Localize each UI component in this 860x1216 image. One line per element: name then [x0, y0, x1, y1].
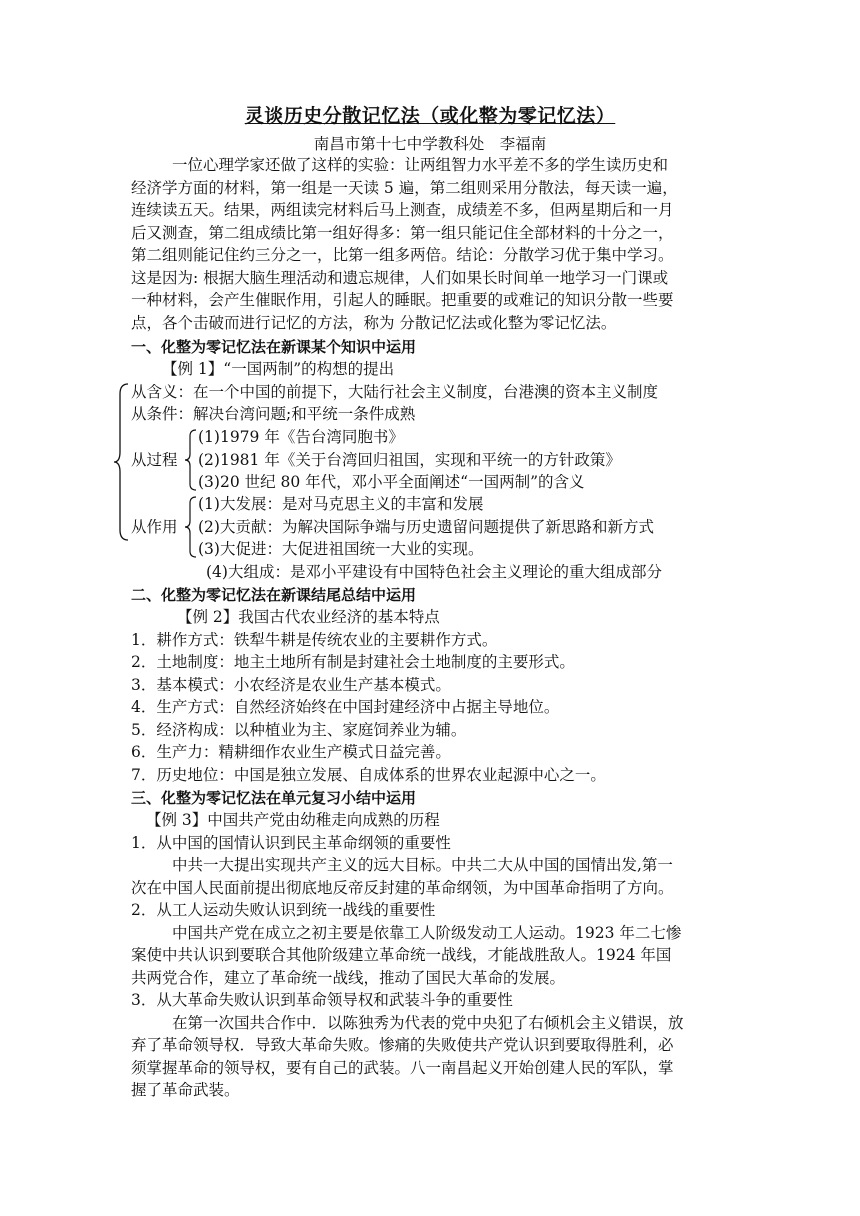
list-item: 7．历史地位：中国是独立发展、自成体系的世界农业起源中心之一。	[131, 766, 606, 784]
meaning-line: 从含义：在一个中国的前提下，大陆行社会主义制度，台港澳的资本主义制度	[131, 383, 659, 401]
paragraph-line: 次在中国人民面前提出彻底地反帝反封建的革命纲领，为中国革命指明了方向。	[131, 879, 674, 897]
paragraph-line: 握了革命武装。	[131, 1081, 240, 1099]
intro-line: 第二组则能记住约三分之一，比第一组多两倍。结论：分散学习优于集中学习。	[131, 246, 674, 264]
list-item: 3．基本模式：小农经济是农业生产基本模式。	[131, 676, 451, 694]
paragraph-line: 在第一次国共合作中．以陈独秀为代表的党中央犯了右倾机会主义错误，放	[172, 1014, 684, 1032]
paragraph-line: 弃了革命领导权．导致大革命失败。惨痛的失败使共产党认识到要取得胜利，必	[131, 1036, 674, 1054]
list-item: 6．生产力：精耕细作农业生产模式日益完善。	[131, 743, 451, 761]
effect-item: (1)大发展：是对马克思主义的丰富和发展	[198, 495, 484, 513]
paragraph-line: 中共一大提出实现共产主义的远大目标。中共二大从中国的国情出发,第一	[172, 856, 673, 874]
effect-brace-icon	[184, 495, 198, 559]
outer-brace-icon	[112, 382, 130, 542]
effect-item: (2)大贡献：为解决国际争端与历史遗留问题提供了新思路和新方式	[198, 518, 654, 536]
effect-label: 从作用	[131, 518, 178, 536]
intro-line: 一位心理学家还做了这样的实验：让两组智力水平差不多的学生读历史和	[172, 156, 669, 174]
section2-heading: 二、化整为零记忆法在新课结尾总结中运用	[131, 586, 417, 604]
effect-item: (3)大促进：大促进祖国统一大业的实现。	[198, 540, 484, 558]
process-item: (2)1981 年《关于台湾回归祖国，实现和平统一的方针政策》	[198, 451, 621, 469]
process-label: 从过程	[131, 451, 178, 469]
paragraph-line: 须掌握革命的领导权，要有自己的武装。八一南昌起义开始创建人民的军队，掌	[131, 1059, 674, 1077]
intro-line: 一种材料，会产生催眠作用，引起人的睡眠。把重要的或难记的知识分散一些要	[131, 291, 674, 309]
section3-heading: 三、化整为零记忆法在单元复习小结中运用	[131, 789, 417, 807]
example3-title: 【例 3】中国共产党由幼稚走向成熟的历程	[146, 811, 440, 829]
paragraph-line: 共两党合作，建立了革命统一战线，推动了国民大革命的发展。	[131, 969, 566, 987]
subheading: 3．从大革命失败认识到革命领导权和武装斗争的重要性	[131, 991, 513, 1009]
list-item: 4．生产方式：自然经济始终在中国封建经济中占据主导地位。	[131, 698, 560, 716]
intro-line: 经济学方面的材料，第一组是一天读 5 遍，第二组则采用分散法，每天读一遍，	[131, 179, 678, 197]
list-item: 1．耕作方式：铁犁牛耕是传统农业的主要耕作方式。	[131, 631, 498, 649]
intro-line: 这是因为: 根据大脑生理活动和遗忘规律，人们如果长时间单一地学习一门课或	[131, 269, 669, 287]
intro-line: 连续读五天。结果，两组读完材料后马上测查，成绩差不多，但两星期后和一月	[131, 201, 674, 219]
example1-title: 【例 1】“一国两制”的构想的提出	[162, 360, 395, 378]
subheading: 2．从工人运动失败认识到统一战线的重要性	[131, 901, 436, 919]
effect-item: (4)大组成：是邓小平建设有中国特色社会主义理论的重大组成部分	[206, 563, 662, 581]
list-item: 2．土地制度：地主土地所有制是封建社会土地制度的主要形式。	[131, 653, 575, 671]
author-line: 南昌市第十七中学教科处 李福南	[313, 135, 547, 153]
list-item: 5．经济构成：以种植业为主、家庭饲养业为辅。	[131, 721, 467, 739]
paragraph-line: 案使中共认识到要联合其他阶级建立革命统一战线，才能战胜敌人。1924 年国	[131, 946, 672, 964]
section1-heading: 一、化整为零记忆法在新课某个知识中运用	[131, 338, 417, 356]
subheading: 1．从中国的国情认识到民主革命纲领的重要性	[131, 834, 451, 852]
condition-line: 从条件：解决台湾问题;和平统一条件成熟	[131, 405, 416, 423]
process-brace-icon	[184, 428, 198, 492]
paragraph-line: 中国共产党在成立之初主要是依靠工人阶级发动工人运动。1923 年二七惨	[172, 924, 682, 942]
document-title: 灵谈历史分散记忆法（或化整为零记忆法）	[244, 105, 616, 127]
process-item: (1)1979 年《告台湾同胞书》	[198, 428, 404, 446]
intro-line: 点，各个击破而进行记忆的方法，称为 分散记忆法或化整为零记忆法。	[131, 314, 617, 332]
example2-title: 【例 2】我国古代农业经济的基本特点	[177, 608, 440, 626]
intro-line: 后又测查，第二组成绩比第一组好得多：第一组只能记住全部材料的十分之一，	[131, 224, 674, 242]
process-item: (3)20 世纪 80 年代，邓小平全面阐述“一国两制”的含义	[198, 473, 585, 491]
